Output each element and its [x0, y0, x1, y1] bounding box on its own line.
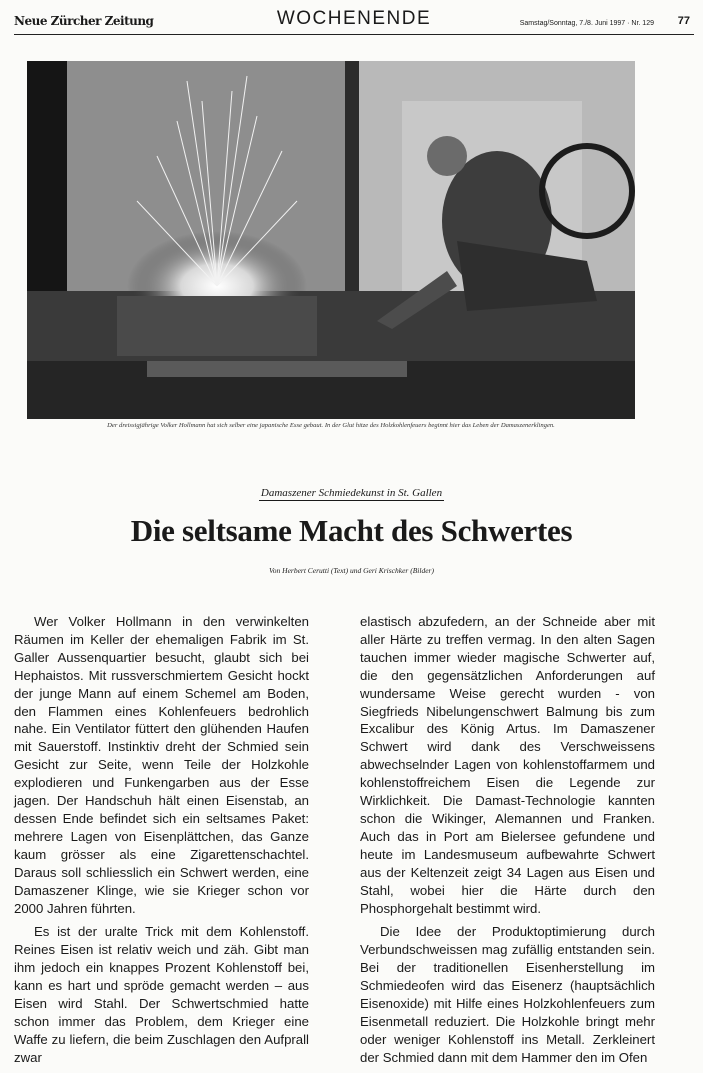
page-number: 77 — [677, 15, 690, 27]
masthead — [14, 6, 694, 32]
forge-photo — [27, 61, 635, 419]
paragraph: Es ist der uralte Trick mit dem Kohlenstoff. Reines Eisen ist relativ weich und zäh. Gibt man ihm jedoch ein knappes Prozent Kohlenstoff bei, kann es hart und spröde gemacht werden – aus Eisen wird Stahl. Der Schwertschmied hatte schon immer das Problem, dem Krieger eine Waffe zu liefern, die beim Zuschlagen den Aufprall zwar — [14, 924, 309, 1065]
newspaper-name: Neue Zürcher Zeitung — [14, 14, 154, 28]
kicker-text: Damaszener Schmiedekunst in St. Gallen — [260, 487, 443, 499]
right-column — [360, 613, 655, 1073]
masthead-rule — [14, 34, 694, 35]
paragraph: Wer Volker Hollmann in den verwinkelten Räumen im Keller der ehemaligen Fabrik im St. Galler Aussenquartier besucht, glaubt sich bei Hephaistos. Mit russverschmiertem Gesicht hockt der junge Mann auf einem Schemel am Boden, den Flammen eines Kohlenfeuers bedrohlich nahe. Ein Ventilator füttert den glühenden Haufen mit Sauerstoff. Instinktiv dreht der Schmied sein Gesicht zur Seite, wenn Teile der Holzkohle explodieren und Funkengarben aus der Esse jagen. Der Handschuh hält einen Eisenstab, an dessen Ende befindet sich ein seltsames Paket: mehrere Lagen von Eisenplättchen, das Ganze kaum grösser als eine Zigarettenschachtel. Daraus soll schliesslich ein Schwert werden, eine Damaszener Klinge, wie sie Krieger schon vor 2000 Jahren führten. — [14, 614, 309, 916]
photo-caption: Der dreissigjährige Volker Hollmann hat sich selber eine japanische Esse gebaut. In der Glut hitze des Holzkohlenfeuers beginnt hier das Leben der Damaszenerklingen. — [107, 422, 555, 429]
article-byline: Von Herbert Cerutti (Text) und Geri Krischker (Bilder) — [269, 566, 434, 575]
paragraph: elastisch abzufedern, an der Schneide aber mit aller Härte zu treffen vermag. In den alten Sagen tauchen immer wieder magische Schwerter auf, die den gegensätzlichen Anforderungen auf wundersame Weise gerecht wurden - von Siegfrieds Nibelungenschwert Balmung bis zum Excalibur des König Artus. Im Damaszener Schwert wird dank des Verschweissens abwechselnder Lagen von kohlenstoffarmem und kohlenstoffreichem Eisen die Legende zur Wirklichkeit. Die Damast-Technologie kannten schon die Wikinger, Alemannen und Franken. Auch das in Port am Bielersee gefundene und heute im Landesmuseum aufbewahrte Schwert aus der Keltenzeit zeigt 34 Lagen aus Eisen und Stahl, wobei hier die Härte durch den Phosphorgehalt bestimmt wird. — [360, 614, 655, 916]
issue-info: Samstag/Sonntag, 7./8. Juni 1997 · Nr. 129 — [519, 20, 654, 27]
left-column — [14, 613, 309, 1073]
section-title: WOCHENENDE — [276, 8, 432, 29]
article-headline: Die seltsame Macht des Schwertes — [130, 513, 573, 548]
article-kicker — [0, 487, 703, 499]
paragraph: Die Idee der Produktoptimierung durch Verbundschweissen mag zufällig entstanden sein. Bei der traditionellen Eisenherstellung im Schmiedeofen wird das Eisenerz (hauptsächlich Eisenoxide) mit Hilfe eines Holzkohlenfeuers zum Eisenmetall reduziert. Die Holzkohle bringt mehr oder weniger Kohlenstoff ins Metall. Zerkleinert der Schmied dann mit dem Hammer den im Ofen — [360, 924, 655, 1065]
